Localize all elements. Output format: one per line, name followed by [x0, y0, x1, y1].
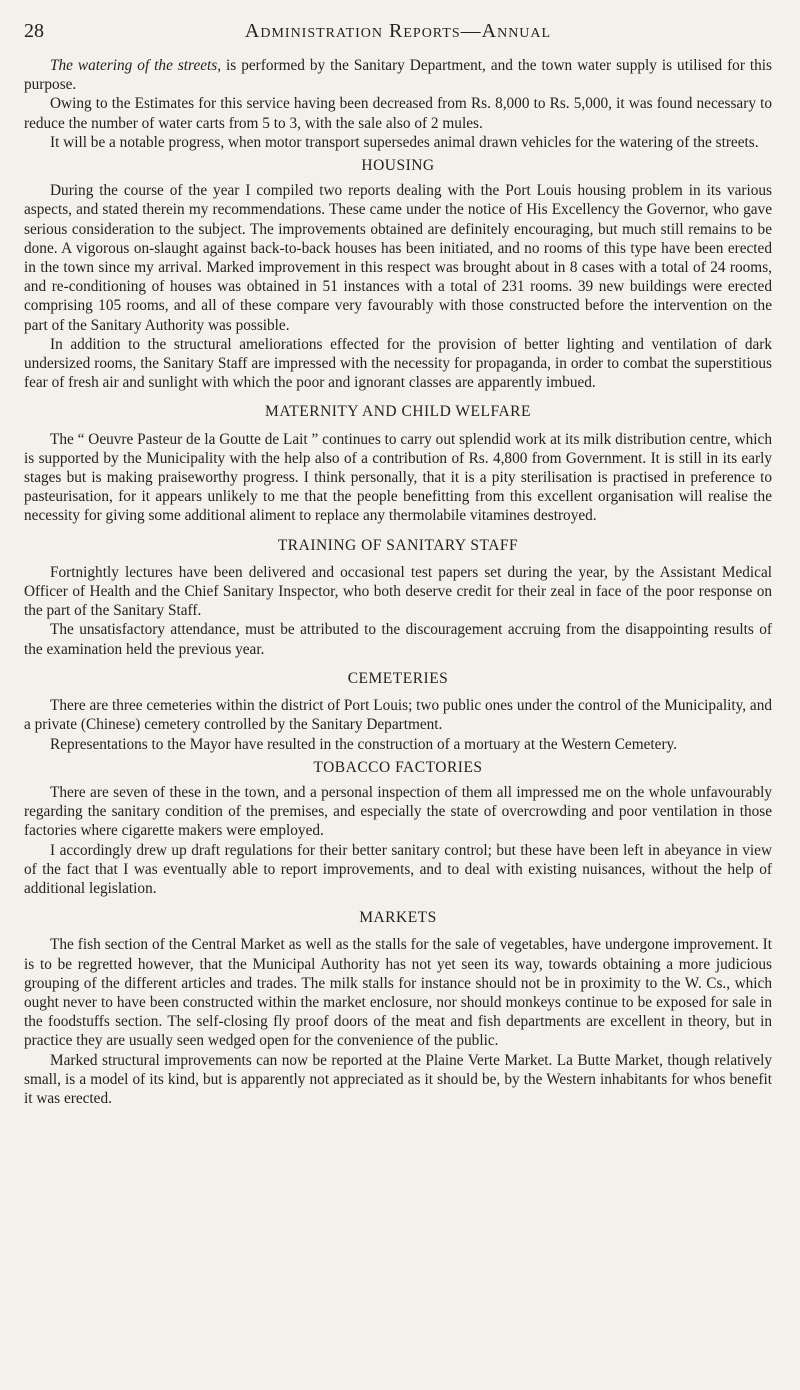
tobacco-paragraph-2: I accordingly drew up draft regulations for their better sanitary control; but these have been left in abeyance in view of the fact that I was eventually able to report improvements, and to deal with existing nuisances, without the help of additional legislation.: [24, 841, 772, 897]
tobacco-heading: TOBACCO FACTORIES: [313, 758, 483, 776]
maternity-heading: MATERNITY AND CHILD WELFARE: [265, 403, 531, 421]
training-paragraph-1: Fortnightly lectures have been delivered and occasional test papers set during the year, by the Assistant Medical Officer of Health and the Chief Sanitary Inspector, who both deserve credit for their zeal in face of the poor response on the part of the Sanitary Staff.: [24, 563, 772, 620]
markets-paragraph-2: Marked structural improvements can now be reported at the Plaine Verte Market. La Butte Market, though relatively small, is a model of its kind, but is apparently not appreciated as it should be, by the Western inhabitants for whos benefit it was erected.: [24, 1051, 772, 1107]
markets-paragraph-1: The fish section of the Central Market as well as the stalls for the sale of vegetables, have undergone improvement. It is to be regretted however, that the Municipal Authority has not yet seen its way, towards obtaining a more judicious grouping of the different articles and trades. The milk stalls for instance should not be in proximity to the W. Cs., which ought never to have been constructed within the market enclosure, nor should monkeys continue to be exposed for sale in the foodstuffs section. The self-closing fly proof doors of the meat and fish departments are excellent in theory, but in practice they are usually seen wedged open for the convenience of the public.: [24, 936, 772, 1050]
training-heading: TRAINING OF SANITARY STAFF: [277, 536, 519, 554]
cemeteries-paragraph-1: There are three cemeteries within the district of Port Louis; two public ones under the control of the Municipality, and a private (Chinese) cemetery controlled by the Sanitary Department.: [24, 697, 773, 734]
document-body: [24, 56, 772, 1108]
intro-paragraph-2: Owing to the Estimates for this service having been decreased from Rs. 8,000 to Rs. 5,000, it was found necessary to reduce the number of water carts from 5 to 3, with the sale also of 2 mules.: [24, 95, 772, 132]
housing-paragraph-1: During the course of the year I compiled two reports dealing with the Port Louis housing problem in its various aspects, and stated therein my recommendations. These came under the notice of His Excellency the Governor, who gave serious consideration to the subject. The improvements obtained are definitely encouraging, but much still remains to be done. A vigorous on-slaught against back-to-back houses has been initiated, and no rooms of this type have been erected in the town since my arrival. Marked improvement in this respect was brought about in 8 cases with a total of 24 rooms, and re-conditioning of houses was obtained in 51 instances with a total of 231 rooms. 39 new buildings were erected comprising 105 rooms, and all of these compare very favourably with those constructed before the intervention on the part of the Sanitary Authority was possible.: [24, 182, 772, 334]
housing-paragraph-2: In addition to the structural ameliorations effected for the provision of better lighting and ventilation of dark undersized rooms, the Sanitary Staff are impressed with the necessity for propaganda, in order to combat the superstitious fear of fresh air and sunlight with which the poor and ignorant classes are apparently imbued.: [24, 335, 772, 392]
cemeteries-paragraph-2: Representations to the Mayor have resulted in the construction of a mortuary at the Western Cemetery.: [50, 735, 678, 753]
intro-paragraph-1: [24, 56, 772, 94]
intro-paragraph-3: It will be a notable progress, when motor transport supersedes animal drawn vehicles for the watering of the streets.: [50, 133, 759, 151]
page-number: 28: [24, 20, 44, 42]
page-header: [24, 20, 772, 50]
markets-heading: MARKETS: [359, 909, 437, 927]
training-paragraph-2: The unsatisfactory attendance, must be attributed to the discouragement accruing from the disappointing results of the examination held the previous year.: [24, 621, 772, 658]
running-title: Administration Reports—Annual: [244, 20, 552, 42]
maternity-paragraph-1: The “ Oeuvre Pasteur de la Goutte de Lait ” continues to carry out splendid work at its milk distribution centre, which is supported by the Municipality with the help also of a contribution of Rs. 4,800 from Government. It is still in its early stages but is making praiseworthy progress. I think personally, that it is a pity sterilisation is practised in preference to pasteurisation, for it appears unlikely to me that the people benefitting from this excellent organisation will realise the necessity for giving some additional aliment to replace any thermolabile vitamines destroyed.: [24, 430, 772, 525]
housing-heading: HOUSING: [361, 157, 435, 175]
cemeteries-heading: CEMETERIES: [347, 669, 449, 687]
intro-lead-in: The watering of the streets,: [50, 57, 222, 74]
tobacco-paragraph-1: There are seven of these in the town, and a personal inspection of them all impressed me on the whole unfavourably regarding the sanitary condition of the premises, and especially the state of overcrowding and poor ventilation in those factories where cigarette makers were employed.: [24, 783, 772, 840]
intro-paragraph-1-text: is performed by the Sanitary Department, and the town water supply is utilised for this purpose.: [24, 57, 772, 94]
